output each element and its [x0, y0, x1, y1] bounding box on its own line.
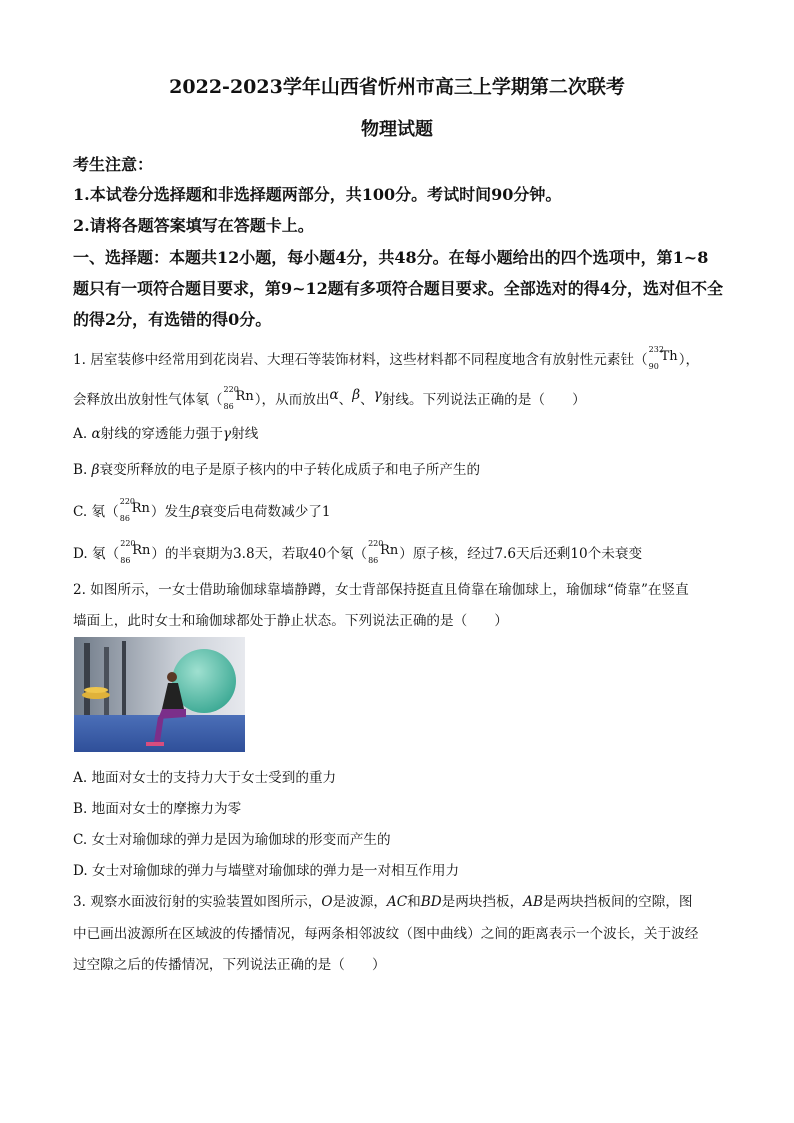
thorium-nuclide: 232 90 Th — [648, 345, 678, 371]
q2-option-b: B. 地面对女士的摩擦力为零 — [73, 801, 242, 817]
section-heading-line-1: 一、选择题：本题共12小题，每小题4分，共48分。在每小题给出的四个选项中，第1~8 — [73, 248, 709, 267]
q1-option-a: A. α射线的穿透能力强于γ射线 — [73, 426, 259, 442]
notice-item-2: 2.请将各题答案填写在答题卡上。 — [73, 216, 314, 235]
q2-option-a: A. 地面对女士的支持力大于女士受到的重力 — [73, 770, 337, 786]
q2-stem-line-2: 墙面上，此时女士和瑜伽球都处于静止状态。下列说法正确的是（ ） — [73, 613, 508, 629]
yoga-ball-photo — [74, 637, 245, 752]
section-heading-line-3: 的得2分，有选错的得0分。 — [73, 310, 272, 329]
q1-option-b: B. β衰变所释放的电子是原子核内的中子转化成质子和电子所产生的 — [73, 462, 481, 478]
q1-option-c: C. 氡（ 220 86 Rn）发生β衰变后电荷数减少了1 — [73, 497, 331, 523]
notice-item-1: 1.本试卷分选择题和非选择题两部分，共100分。考试时间90分钟。 — [73, 185, 562, 204]
q2-option-d: D. 女士对瑜伽球的弹力与墙壁对瑜伽球的弹力是一对相互作用力 — [73, 863, 460, 879]
yoga-ball-illustration — [74, 637, 245, 752]
q2-stem-line-1: 2. 如图所示，一女士借助瑜伽球靠墙静蹲，女士背部保持挺直且倚靠在瑜伽球上，瑜伽球“倚靠”在竖直 — [73, 582, 689, 598]
page-subtitle: 物理试题 — [361, 119, 433, 140]
notice-heading: 考生注意： — [73, 155, 154, 174]
radon-nuclide: 220 86 Rn — [223, 385, 254, 411]
q1-stem-line-1: 1. 居室装修中经常用到花岗岩、大理石等装饰材料，这些材料都不同程度地含有放射性元素钍（ 232 90 Th）， — [73, 345, 700, 371]
page-title: 2022-2023学年山西省忻州市高三上学期第二次联考 — [169, 76, 625, 98]
q1-option-d: D. 氡（ 220 86 Rn）的半衰期为3.8天，若取40个氡（ 220 86 Rn）原子核，经过7.6天后还剩10个未衰变 — [73, 539, 643, 565]
section-heading-line-2: 题只有一项符合题目要求，第9~12题有多项符合题目要求。全部选对的得4分，选对但不全 — [73, 279, 723, 298]
q3-stem-line-3: 过空隙之后的传播情况，下列说法正确的是（ ） — [73, 957, 386, 973]
q2-option-c: C. 女士对瑜伽球的弹力是因为瑜伽球的形变而产生的 — [73, 832, 391, 848]
q3-stem-line-1: 3. 观察水面波衍射的实验装置如图所示，O是波源，AC和BD是两块挡板，AB是两块挡板间的空隙，图 — [73, 894, 693, 910]
q3-stem-line-2: 中已画出波源所在区域波的传播情况，每两条相邻波纹（图中曲线）之间的距离表示一个波长，关于波经 — [73, 926, 699, 942]
q1-stem-line-2: 会释放出放射性气体氡（ 220 86 Rn），从而放出α、β、γ射线。下列说法正确的是（ ） — [73, 385, 586, 411]
